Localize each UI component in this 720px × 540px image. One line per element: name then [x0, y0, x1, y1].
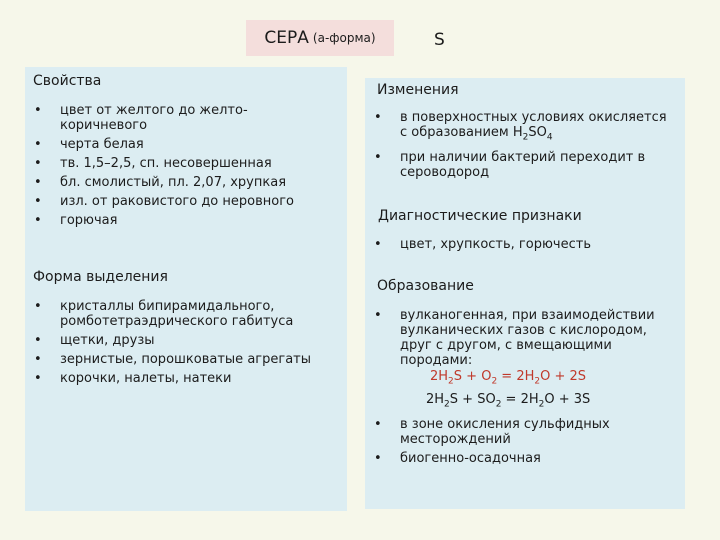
- list-item: • изл. от раковистого до неровного: [34, 194, 294, 209]
- title-box: [246, 20, 394, 56]
- formation-heading: Образование: [377, 278, 474, 294]
- list-item: • при наличии бактерий переходит в сероводород: [374, 149, 646, 180]
- list-item: • горючая: [34, 213, 118, 228]
- title-sub: (а-форма): [312, 31, 376, 45]
- list-item: • биогенно-осадочная: [374, 451, 541, 467]
- list-item: • зернистые, порошковатые агрегаты: [34, 352, 311, 367]
- list-item: • в поверхностных условиях окисляется с образованием $H_2SO_4$: [374, 110, 667, 143]
- list-item: • кристаллы бипирамидального, ромботетраэдрического габитуса: [34, 299, 294, 329]
- changes-list: [370, 110, 675, 184]
- forms-list: [30, 299, 330, 390]
- list-item: • цвет от желтого до желто-коричневого: [34, 103, 248, 133]
- properties-list: [30, 103, 330, 232]
- forms-heading: Форма выделения: [33, 269, 168, 285]
- list-item: • корочки, налеты, натеки: [34, 371, 232, 386]
- list-item: • в зоне окисления сульфидных месторождений: [374, 417, 610, 448]
- equation-1: $2H_2S + O_2 = 2H_2O + 2S$: [430, 369, 587, 387]
- changes-heading: Изменения: [377, 82, 459, 98]
- list-item: • щетки, друзы: [34, 333, 155, 348]
- diagnostics-list: [370, 237, 675, 256]
- element-symbol: S: [434, 30, 445, 50]
- list-item: • бл. смолистый, пл. 2,07, хрупкая: [34, 175, 287, 190]
- list-item: • тв. 1,5–2,5, сп. несовершенная: [34, 156, 272, 171]
- properties-heading: Свойства: [33, 73, 102, 89]
- title-main: СЕРА: [264, 28, 309, 48]
- formation-list: [370, 308, 675, 470]
- list-item: • черта белая: [34, 137, 144, 152]
- list-item: • цвет, хрупкость, горючесть: [374, 237, 591, 252]
- equation-2: $2H_2S + SO_2 = 2H_2O + 3S$: [426, 391, 591, 410]
- list-item: • вулканогенная, при взаимодействии вулканических газов с кислородом, друг с другом, с вмещающими породами: $2H_2S + O_2 = 2H_2O + 2S$ $2H_2S + SO_2 = 2H_2O + 3S$: [370, 308, 675, 413]
- diagnostics-heading: Диагностические признаки: [378, 208, 582, 224]
